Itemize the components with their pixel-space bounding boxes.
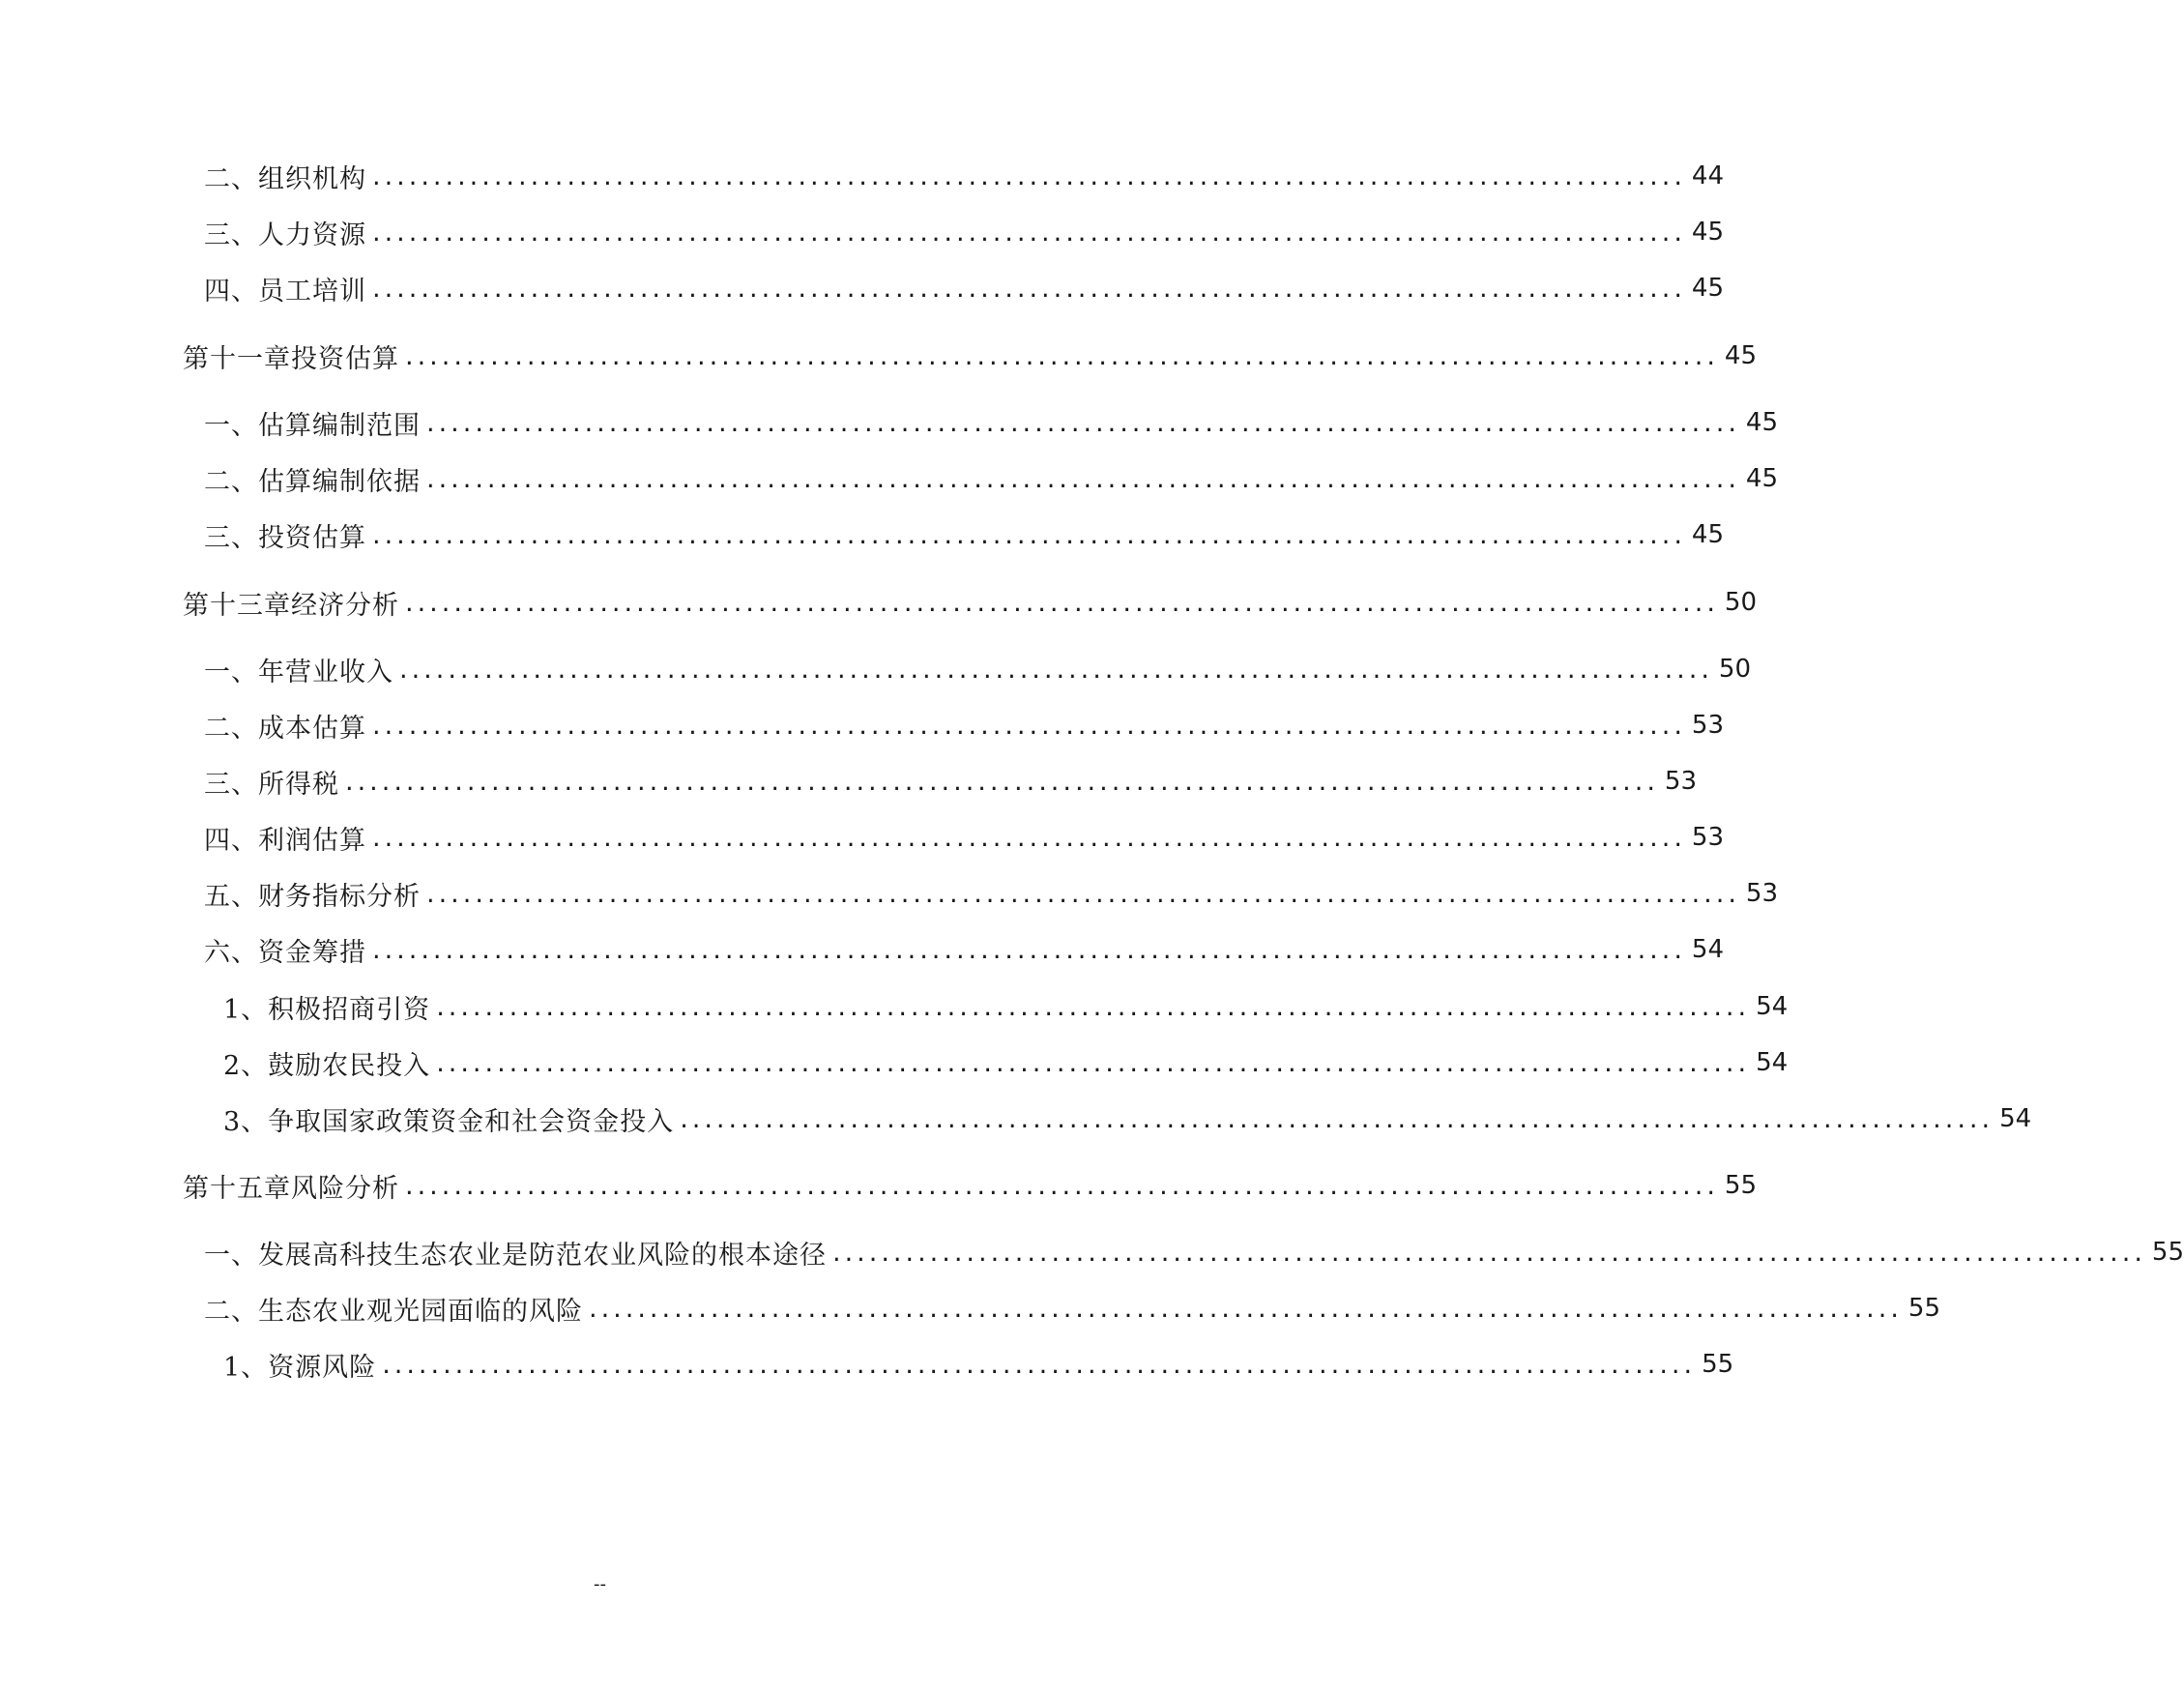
dot-leader: ............................................................................................................ <box>372 519 1686 550</box>
toc-entry-label: 二、成本估算 <box>204 713 366 744</box>
toc-page-number: 55 <box>1907 1294 1941 1323</box>
toc-page-number: 45 <box>1691 520 1725 549</box>
toc-entry-label: 3、争取国家政策资金和社会资金投入 <box>223 1106 675 1137</box>
toc-entry[interactable] <box>204 1289 1941 1328</box>
toc-entry-label: 三、投资估算 <box>204 522 366 553</box>
toc-page-number: 54 <box>1756 1048 1789 1077</box>
dot-leader: ............................................................................................................ <box>405 340 1719 371</box>
toc-subentry[interactable] <box>223 1099 2032 1138</box>
toc-chapter-title: 经济分析 <box>291 590 399 621</box>
dot-leader: ............................................................................................................ <box>426 463 1740 494</box>
dot-leader: ............................................................................................................ <box>589 1293 1903 1324</box>
toc-entry-label: 二、生态农业观光园面临的风险 <box>204 1296 583 1327</box>
toc-entry[interactable] <box>204 874 1779 913</box>
toc-chapter-title: 投资估算 <box>291 343 399 374</box>
toc-entry[interactable] <box>204 157 1725 195</box>
dot-leader: ............................................................................................................ <box>405 587 1719 618</box>
dot-leader: ............................................................................................................ <box>426 878 1740 909</box>
toc-chapter-title: 风险分析 <box>291 1173 399 1204</box>
toc-chapter-number: 第十三章 <box>183 590 291 621</box>
toc-page-number: 50 <box>1718 655 1752 684</box>
toc-entry-label: 五、财务指标分析 <box>204 881 421 912</box>
toc-page-number: 55 <box>2151 1238 2184 1267</box>
toc-subentry[interactable] <box>223 1345 1734 1384</box>
dot-leader: ............................................................................................................ <box>680 1103 1995 1134</box>
toc-entry-label: 六、资金筹措 <box>204 937 366 968</box>
toc-page-number: 53 <box>1691 823 1725 852</box>
dot-leader: ............................................................................................................ <box>372 822 1686 853</box>
toc-page-number: 54 <box>1756 992 1789 1021</box>
toc-page-number: 55 <box>1724 1171 1758 1200</box>
toc-chapter-entry[interactable] <box>183 336 1758 375</box>
toc-entry[interactable] <box>204 818 1725 857</box>
toc-entry-label: 一、估算编制范围 <box>204 410 421 441</box>
toc-chapter-number: 第十一章 <box>183 343 291 374</box>
dot-leader: ............................................................................................................ <box>405 1170 1719 1201</box>
toc-entry-label: 一、发展高科技生态农业是防范农业风险的根本途径 <box>204 1240 827 1271</box>
toc-entry-label: 二、组织机构 <box>204 163 366 194</box>
toc-subentry[interactable] <box>223 1043 1789 1082</box>
page-footer: -- <box>594 1574 606 1594</box>
toc-entry[interactable] <box>204 762 1698 801</box>
toc-page-number: 55 <box>1702 1350 1734 1379</box>
dot-leader: ............................................................................................................ <box>399 654 1713 685</box>
toc-page-number: 53 <box>1664 767 1698 796</box>
toc-entry-label: 四、利润估算 <box>204 825 366 856</box>
toc-entry-label: 2、鼓励农民投入 <box>223 1050 431 1081</box>
toc-chapter-entry[interactable] <box>183 1166 1758 1205</box>
toc-entry-label: 三、人力资源 <box>204 219 366 250</box>
toc-entry-label: 四、员工培训 <box>204 276 366 307</box>
dot-leader: ............................................................................................................ <box>436 991 1751 1022</box>
dot-leader: ............................................................................................................ <box>345 766 1659 797</box>
toc-page-number: 45 <box>1724 341 1758 370</box>
dot-leader: ............................................................................................................ <box>372 710 1686 741</box>
toc-page-number: 44 <box>1691 161 1725 190</box>
dot-leader: ............................................................................................................ <box>372 273 1686 304</box>
dot-leader: ............................................................................................................ <box>426 407 1740 438</box>
toc-page-number: 53 <box>1691 711 1725 740</box>
dot-leader: ............................................................................................................ <box>372 217 1686 248</box>
dot-leader: ............................................................................................................ <box>372 934 1686 965</box>
toc-entry[interactable] <box>204 515 1725 554</box>
toc-page-number: 50 <box>1724 588 1758 617</box>
toc-chapter-number: 第十五章 <box>183 1173 291 1204</box>
toc-entry[interactable] <box>204 459 1779 498</box>
toc-entry-label: 三、所得税 <box>204 769 339 800</box>
toc-entry[interactable] <box>204 269 1725 307</box>
toc-entry[interactable] <box>204 213 1725 251</box>
toc-subentry[interactable] <box>223 987 1789 1026</box>
toc-entry-label: 一、年营业收入 <box>204 657 393 687</box>
toc-entry[interactable] <box>204 403 1779 442</box>
toc-page-number: 45 <box>1691 218 1725 247</box>
dot-leader: ............................................................................................................ <box>382 1349 1697 1380</box>
toc-page-number: 45 <box>1745 464 1779 493</box>
toc-entry-label: 二、估算编制依据 <box>204 466 421 497</box>
dot-leader: ............................................................................................................ <box>372 161 1686 191</box>
toc-entry[interactable] <box>204 1233 2184 1272</box>
dot-leader: ............................................................................................................ <box>436 1047 1751 1078</box>
dot-leader: ............................................................................................................ <box>832 1237 2146 1268</box>
toc-page-number: 54 <box>1999 1104 2032 1133</box>
toc-page-number: 45 <box>1691 274 1725 303</box>
toc-entry-label: 1、资源风险 <box>223 1352 377 1383</box>
toc-entry[interactable] <box>204 930 1725 969</box>
toc-entry[interactable] <box>204 650 1752 688</box>
toc-page-number: 45 <box>1745 408 1779 437</box>
toc-entry[interactable] <box>204 706 1725 745</box>
toc-chapter-entry[interactable] <box>183 583 1758 622</box>
toc-page-number: 53 <box>1745 879 1779 908</box>
toc-page-number: 54 <box>1691 935 1725 964</box>
toc-entry-label: 1、积极招商引资 <box>223 994 431 1025</box>
